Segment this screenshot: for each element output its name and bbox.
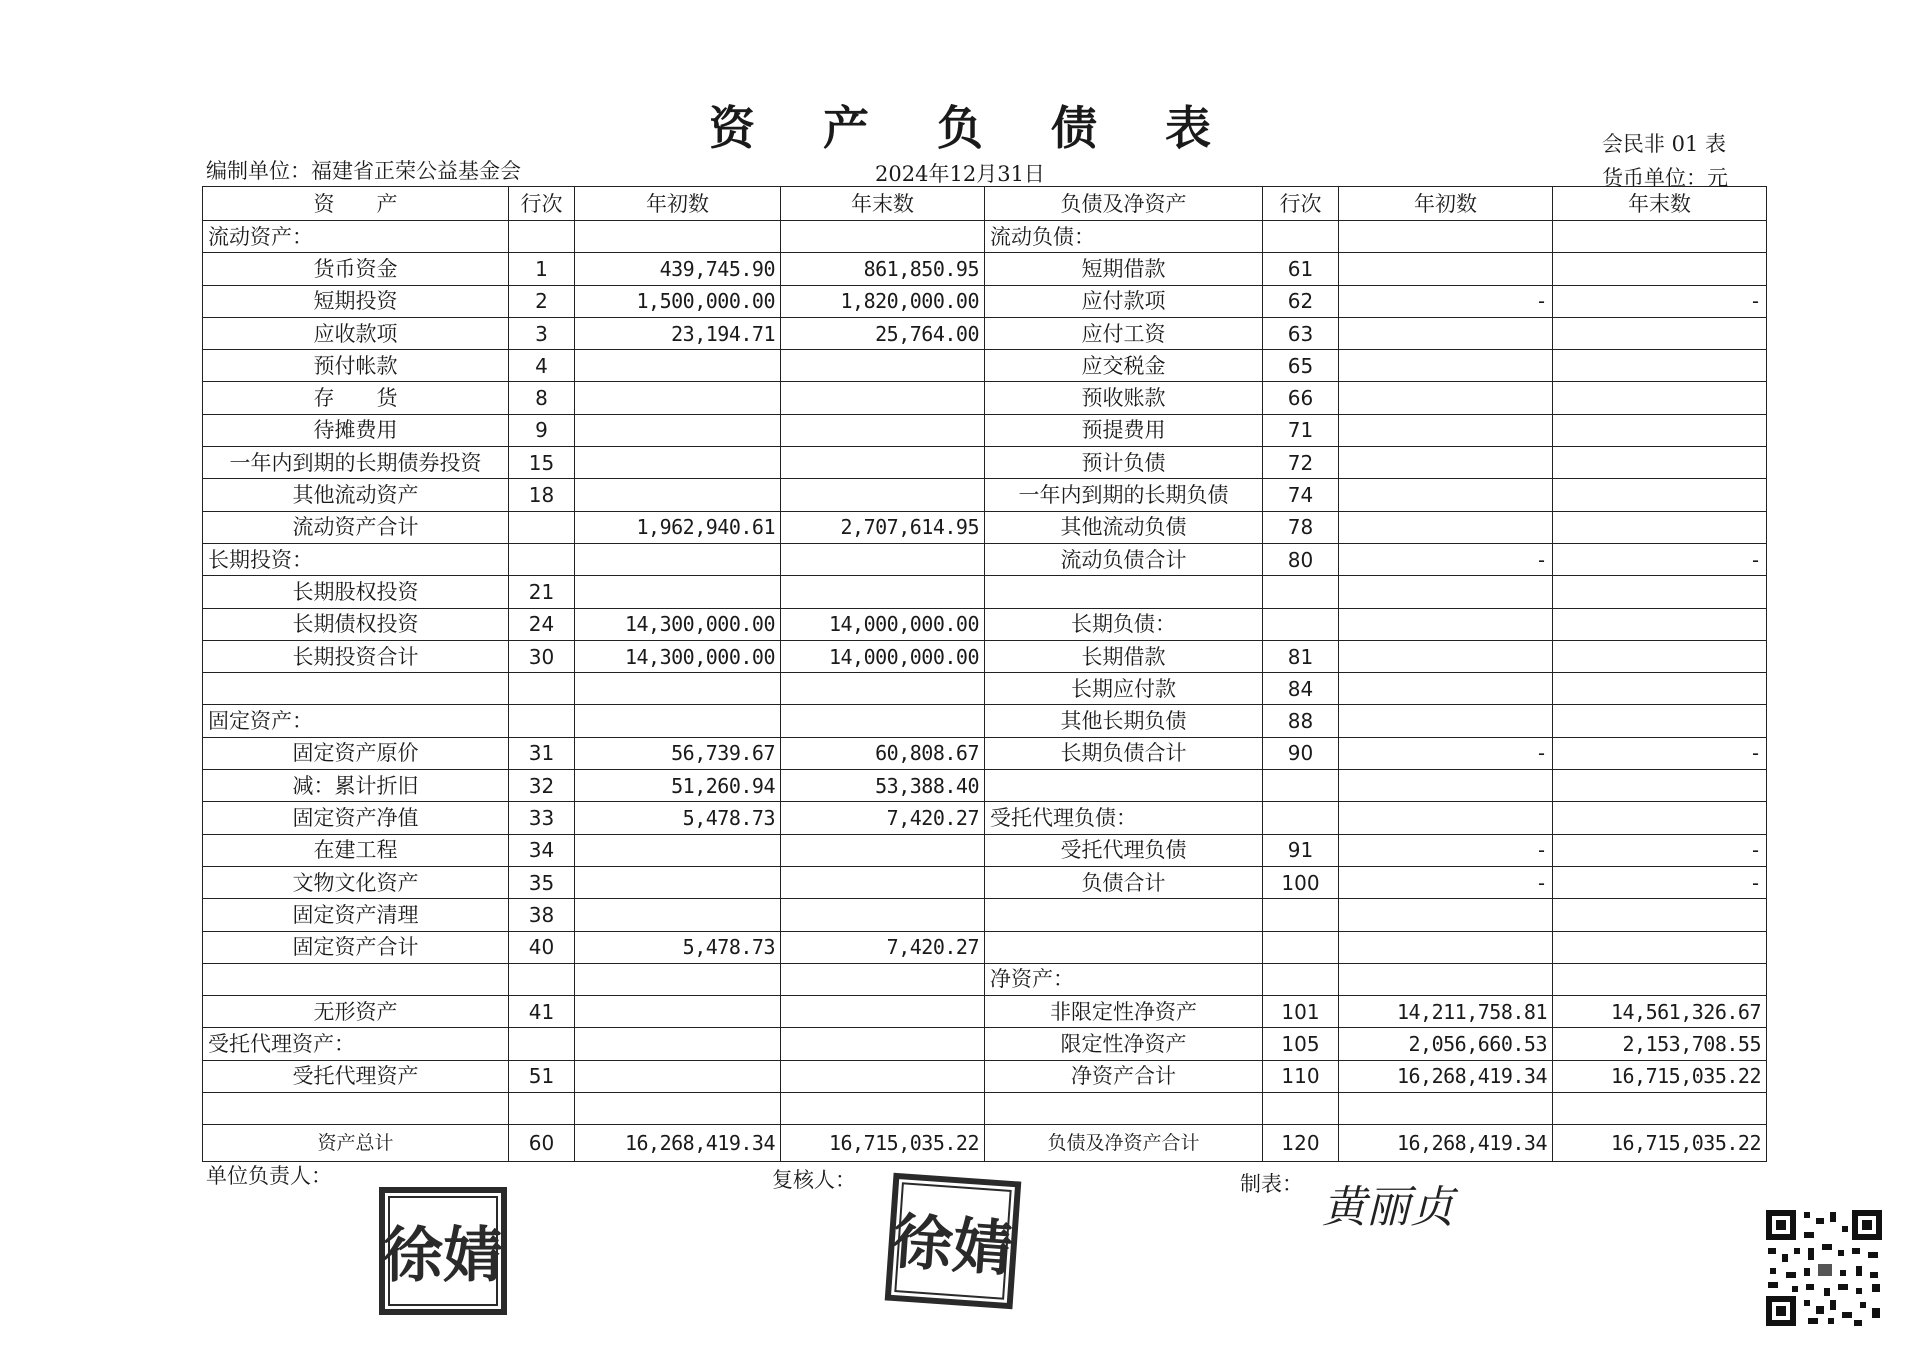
asset-line-cell: 30	[509, 640, 575, 672]
table-row	[203, 1028, 1767, 1060]
header-begin: 年初数	[575, 187, 781, 221]
title-char: 产	[823, 101, 869, 155]
handwritten-signature	[1318, 1170, 1478, 1240]
liability-line-cell	[1263, 802, 1339, 834]
asset-end-cell	[781, 866, 985, 898]
table-row	[203, 511, 1767, 543]
svg-text:徐婧: 徐婧	[383, 1221, 503, 1291]
asset-name-cell: 文物文化资产	[203, 866, 509, 898]
asset-line-cell: 15	[509, 447, 575, 479]
asset-line-cell: 33	[509, 802, 575, 834]
asset-line-cell: 51	[509, 1060, 575, 1092]
asset-end-cell	[781, 673, 985, 705]
liability-line-cell: 72	[1263, 447, 1339, 479]
asset-line-cell	[509, 543, 575, 575]
liability-begin-cell: -	[1339, 737, 1553, 769]
liability-begin-cell	[1339, 317, 1553, 349]
liability-line-cell	[1263, 576, 1339, 608]
liability-begin-cell: -	[1339, 285, 1553, 317]
table-row	[203, 543, 1767, 575]
table-row	[203, 317, 1767, 349]
asset-begin-cell: 1,500,000.00	[575, 285, 781, 317]
table-row	[203, 963, 1767, 995]
liability-name-cell: 长期应付款	[985, 673, 1263, 705]
liability-begin-cell	[1339, 705, 1553, 737]
title-char: 表	[1165, 101, 1211, 155]
liability-end-cell	[1553, 414, 1767, 446]
liability-line-cell	[1263, 963, 1339, 995]
form-code: 会民非 01 表	[1601, 132, 1726, 156]
table-row	[203, 640, 1767, 672]
asset-name-cell: 减：累计折旧	[203, 770, 509, 802]
asset-name-cell: 一年内到期的长期债券投资	[203, 447, 509, 479]
liability-end-cell: 2,153,708.55	[1553, 1028, 1767, 1060]
asset-begin-cell: 14,300,000.00	[575, 608, 781, 640]
asset-line-cell	[509, 963, 575, 995]
liability-end-cell: 16,715,035.22	[1553, 1125, 1767, 1162]
asset-begin-cell: 5,478.73	[575, 802, 781, 834]
seal-stamp-2	[884, 1172, 1023, 1311]
asset-begin-cell	[575, 996, 781, 1028]
currency-unit: 货币单位：元	[1602, 166, 1728, 190]
asset-name-cell: 无形资产	[203, 996, 509, 1028]
title-char: 债	[1051, 101, 1097, 155]
asset-end-cell	[781, 705, 985, 737]
liability-begin-cell: -	[1339, 834, 1553, 866]
liability-line-cell	[1263, 608, 1339, 640]
table-row	[203, 382, 1767, 414]
liability-end-cell	[1553, 253, 1767, 285]
table-row	[203, 1093, 1767, 1125]
liability-end-cell	[1553, 705, 1767, 737]
header-line-no-2: 行次	[1263, 187, 1339, 221]
signature-head-label: 单位负责人：	[206, 1164, 332, 1188]
liability-line-cell: 71	[1263, 414, 1339, 446]
liability-end-cell	[1553, 673, 1767, 705]
asset-name-cell	[203, 1093, 509, 1125]
liability-end-cell	[1553, 350, 1767, 382]
liability-begin-cell	[1339, 1093, 1553, 1125]
table-row	[203, 576, 1767, 608]
liability-begin-cell: 16,268,419.34	[1339, 1125, 1553, 1162]
liability-name-cell: 其他流动负债	[985, 511, 1263, 543]
asset-name-cell: 固定资产净值	[203, 802, 509, 834]
liability-name-cell: 负债合计	[985, 866, 1263, 898]
asset-end-cell: 25,764.00	[781, 317, 985, 349]
asset-begin-cell	[575, 673, 781, 705]
asset-line-cell: 40	[509, 931, 575, 963]
liability-name-cell	[985, 899, 1263, 931]
asset-name-cell: 受托代理资产	[203, 1060, 509, 1092]
liability-name-cell: 其他长期负债	[985, 705, 1263, 737]
liability-end-cell: -	[1553, 543, 1767, 575]
liability-line-cell: 80	[1263, 543, 1339, 575]
table-row	[203, 931, 1767, 963]
asset-name-cell: 固定资产合计	[203, 931, 509, 963]
asset-name-cell: 货币资金	[203, 253, 509, 285]
liability-end-cell: 16,715,035.22	[1553, 1060, 1767, 1092]
asset-begin-cell	[575, 414, 781, 446]
liability-name-cell: 流动负债合计	[985, 543, 1263, 575]
asset-begin-cell	[575, 1093, 781, 1125]
asset-name-cell: 存 货	[203, 382, 509, 414]
asset-line-cell	[509, 705, 575, 737]
signature-review-label: 复核人：	[772, 1168, 856, 1192]
header-begin-2: 年初数	[1339, 187, 1553, 221]
liability-end-cell: -	[1553, 834, 1767, 866]
asset-end-cell	[781, 576, 985, 608]
liability-begin-cell	[1339, 414, 1553, 446]
liability-begin-cell: -	[1339, 866, 1553, 898]
asset-name-cell: 流动资产合计	[203, 511, 509, 543]
liability-end-cell: 14,561,326.67	[1553, 996, 1767, 1028]
liability-line-cell	[1263, 770, 1339, 802]
asset-begin-cell	[575, 866, 781, 898]
asset-end-cell: 14,000,000.00	[781, 608, 985, 640]
liability-name-cell: 负债及净资产合计	[985, 1125, 1263, 1162]
table-row	[203, 447, 1767, 479]
asset-begin-cell	[575, 1060, 781, 1092]
header-line-no: 行次	[509, 187, 575, 221]
asset-line-cell: 8	[509, 382, 575, 414]
liability-begin-cell	[1339, 479, 1553, 511]
liability-begin-cell	[1339, 382, 1553, 414]
asset-name-cell: 其他流动资产	[203, 479, 509, 511]
liability-end-cell	[1553, 963, 1767, 995]
asset-end-cell: 53,388.40	[781, 770, 985, 802]
liability-end-cell: -	[1553, 285, 1767, 317]
svg-text:徐婧: 徐婧	[890, 1206, 1015, 1286]
liability-line-cell: 101	[1263, 996, 1339, 1028]
asset-begin-cell	[575, 543, 781, 575]
liability-end-cell	[1553, 770, 1767, 802]
liability-name-cell: 短期借款	[985, 253, 1263, 285]
liability-line-cell: 78	[1263, 511, 1339, 543]
asset-name-cell	[203, 673, 509, 705]
liability-end-cell	[1553, 931, 1767, 963]
asset-begin-cell	[575, 382, 781, 414]
liability-name-cell: 流动负债：	[985, 221, 1263, 253]
liability-end-cell: -	[1553, 737, 1767, 769]
asset-end-cell: 16,715,035.22	[781, 1125, 985, 1162]
asset-end-cell: 60,808.67	[781, 737, 985, 769]
asset-name-cell: 长期债权投资	[203, 608, 509, 640]
table-row	[203, 608, 1767, 640]
liability-end-cell: -	[1553, 866, 1767, 898]
asset-name-cell: 资产总计	[203, 1125, 509, 1162]
asset-begin-cell: 51,260.94	[575, 770, 781, 802]
qr-code-icon	[1764, 1208, 1884, 1328]
asset-end-cell: 861,850.95	[781, 253, 985, 285]
table-header-row	[203, 187, 1767, 221]
liability-begin-cell	[1339, 673, 1553, 705]
asset-line-cell: 34	[509, 834, 575, 866]
liability-line-cell	[1263, 1093, 1339, 1125]
asset-end-cell	[781, 350, 985, 382]
asset-end-cell	[781, 414, 985, 446]
liability-begin-cell	[1339, 253, 1553, 285]
seal-stamp-1	[378, 1186, 508, 1316]
liability-end-cell	[1553, 447, 1767, 479]
asset-line-cell	[509, 1028, 575, 1060]
liability-name-cell: 受托代理负债：	[985, 802, 1263, 834]
asset-begin-cell	[575, 705, 781, 737]
header-assets: 资 产	[203, 187, 509, 221]
table-row	[203, 221, 1767, 253]
liability-begin-cell: -	[1339, 543, 1553, 575]
asset-end-cell: 14,000,000.00	[781, 640, 985, 672]
asset-begin-cell	[575, 1028, 781, 1060]
asset-begin-cell	[575, 447, 781, 479]
liability-line-cell: 88	[1263, 705, 1339, 737]
liability-line-cell: 81	[1263, 640, 1339, 672]
table-row	[203, 705, 1767, 737]
asset-name-cell: 长期股权投资	[203, 576, 509, 608]
asset-end-cell	[781, 963, 985, 995]
asset-line-cell: 38	[509, 899, 575, 931]
asset-name-cell: 固定资产原价	[203, 737, 509, 769]
liability-end-cell	[1553, 608, 1767, 640]
liability-name-cell: 一年内到期的长期负债	[985, 479, 1263, 511]
liability-name-cell	[985, 1093, 1263, 1125]
liability-end-cell	[1553, 576, 1767, 608]
liability-line-cell: 63	[1263, 317, 1339, 349]
liability-begin-cell	[1339, 640, 1553, 672]
asset-line-cell	[509, 673, 575, 705]
asset-begin-cell: 56,739.67	[575, 737, 781, 769]
asset-end-cell	[781, 834, 985, 866]
liability-begin-cell: 16,268,419.34	[1339, 1060, 1553, 1092]
asset-begin-cell: 23,194.71	[575, 317, 781, 349]
liability-begin-cell	[1339, 770, 1553, 802]
liability-line-cell: 91	[1263, 834, 1339, 866]
asset-line-cell: 24	[509, 608, 575, 640]
asset-end-cell	[781, 543, 985, 575]
liability-end-cell	[1553, 317, 1767, 349]
asset-line-cell: 2	[509, 285, 575, 317]
table-row	[203, 1060, 1767, 1092]
asset-name-cell: 短期投资	[203, 285, 509, 317]
title-char: 资	[709, 101, 755, 155]
title-char: 负	[937, 101, 983, 155]
svg-text:黄丽贞: 黄丽贞	[1322, 1182, 1454, 1233]
liability-line-cell: 66	[1263, 382, 1339, 414]
asset-name-cell: 长期投资合计	[203, 640, 509, 672]
table-row	[203, 285, 1767, 317]
liability-line-cell: 100	[1263, 866, 1339, 898]
liability-name-cell: 净资产：	[985, 963, 1263, 995]
asset-line-cell	[509, 221, 575, 253]
liability-begin-cell	[1339, 511, 1553, 543]
table-row	[203, 350, 1767, 382]
liability-line-cell: 105	[1263, 1028, 1339, 1060]
asset-line-cell: 4	[509, 350, 575, 382]
asset-begin-cell: 439,745.90	[575, 253, 781, 285]
asset-line-cell: 21	[509, 576, 575, 608]
asset-begin-cell	[575, 221, 781, 253]
asset-begin-cell: 5,478.73	[575, 931, 781, 963]
asset-line-cell: 32	[509, 770, 575, 802]
liability-line-cell: 62	[1263, 285, 1339, 317]
liability-begin-cell	[1339, 350, 1553, 382]
asset-begin-cell	[575, 576, 781, 608]
asset-begin-cell	[575, 350, 781, 382]
liability-name-cell: 应付工资	[985, 317, 1263, 349]
liability-name-cell: 长期负债合计	[985, 737, 1263, 769]
table-row	[203, 253, 1767, 285]
asset-name-cell	[203, 963, 509, 995]
table-row	[203, 866, 1767, 898]
table-row	[203, 802, 1767, 834]
liability-line-cell: 61	[1263, 253, 1339, 285]
liability-line-cell: 65	[1263, 350, 1339, 382]
table-row	[203, 414, 1767, 446]
asset-line-cell: 9	[509, 414, 575, 446]
liability-begin-cell	[1339, 963, 1553, 995]
asset-line-cell: 1	[509, 253, 575, 285]
asset-name-cell: 流动资产：	[203, 221, 509, 253]
liability-begin-cell: 14,211,758.81	[1339, 996, 1553, 1028]
asset-end-cell: 7,420.27	[781, 931, 985, 963]
liability-name-cell	[985, 770, 1263, 802]
asset-end-cell	[781, 996, 985, 1028]
liability-name-cell: 限定性净资产	[985, 1028, 1263, 1060]
liability-end-cell	[1553, 221, 1767, 253]
asset-name-cell: 受托代理资产：	[203, 1028, 509, 1060]
asset-end-cell: 2,707,614.95	[781, 511, 985, 543]
asset-name-cell: 在建工程	[203, 834, 509, 866]
asset-name-cell: 固定资产：	[203, 705, 509, 737]
liability-line-cell	[1263, 931, 1339, 963]
liability-begin-cell	[1339, 802, 1553, 834]
asset-begin-cell	[575, 963, 781, 995]
asset-begin-cell: 16,268,419.34	[575, 1125, 781, 1162]
liability-end-cell	[1553, 382, 1767, 414]
asset-begin-cell: 14,300,000.00	[575, 640, 781, 672]
table-row	[203, 899, 1767, 931]
liability-begin-cell	[1339, 931, 1553, 963]
asset-begin-cell	[575, 479, 781, 511]
table-row	[203, 1125, 1767, 1162]
liability-begin-cell	[1339, 576, 1553, 608]
liability-name-cell: 非限定性净资产	[985, 996, 1263, 1028]
asset-end-cell	[781, 1028, 985, 1060]
reporting-unit: 编制单位：福建省正荣公益基金会	[206, 159, 521, 183]
asset-name-cell: 预付帐款	[203, 350, 509, 382]
liability-end-cell	[1553, 1093, 1767, 1125]
asset-line-cell: 3	[509, 317, 575, 349]
liability-name-cell: 长期负债：	[985, 608, 1263, 640]
liability-name-cell: 预提费用	[985, 414, 1263, 446]
liability-name-cell	[985, 576, 1263, 608]
liability-begin-cell	[1339, 221, 1553, 253]
liability-end-cell	[1553, 640, 1767, 672]
liability-name-cell: 长期借款	[985, 640, 1263, 672]
liability-name-cell: 应交税金	[985, 350, 1263, 382]
asset-line-cell: 41	[509, 996, 575, 1028]
asset-name-cell: 待摊费用	[203, 414, 509, 446]
table-row	[203, 673, 1767, 705]
asset-begin-cell	[575, 899, 781, 931]
asset-end-cell	[781, 479, 985, 511]
liability-name-cell: 预计负债	[985, 447, 1263, 479]
liability-begin-cell	[1339, 608, 1553, 640]
asset-name-cell: 固定资产清理	[203, 899, 509, 931]
asset-end-cell	[781, 1060, 985, 1092]
asset-line-cell: 60	[509, 1125, 575, 1162]
liability-end-cell	[1553, 511, 1767, 543]
asset-end-cell	[781, 447, 985, 479]
liability-line-cell: 110	[1263, 1060, 1339, 1092]
asset-line-cell	[509, 1093, 575, 1125]
asset-name-cell: 应收款项	[203, 317, 509, 349]
asset-line-cell: 35	[509, 866, 575, 898]
liability-line-cell: 120	[1263, 1125, 1339, 1162]
asset-end-cell: 1,820,000.00	[781, 285, 985, 317]
liability-name-cell: 受托代理负债	[985, 834, 1263, 866]
liability-end-cell	[1553, 802, 1767, 834]
liability-begin-cell	[1339, 899, 1553, 931]
table-row	[203, 479, 1767, 511]
table-row	[203, 737, 1767, 769]
liability-line-cell	[1263, 899, 1339, 931]
header-end-2: 年末数	[1553, 187, 1767, 221]
asset-begin-cell	[575, 834, 781, 866]
asset-line-cell: 18	[509, 479, 575, 511]
asset-line-cell	[509, 511, 575, 543]
asset-end-cell	[781, 1093, 985, 1125]
liability-line-cell: 74	[1263, 479, 1339, 511]
asset-name-cell: 长期投资：	[203, 543, 509, 575]
balance-sheet-table	[202, 186, 1767, 1162]
liability-name-cell: 应付款项	[985, 285, 1263, 317]
liability-name-cell: 净资产合计	[985, 1060, 1263, 1092]
signature-maker-label: 制表：	[1240, 1172, 1303, 1196]
report-date: 2024年12月31日	[875, 162, 1045, 186]
header-end: 年末数	[781, 187, 985, 221]
asset-end-cell	[781, 899, 985, 931]
liability-name-cell: 预收账款	[985, 382, 1263, 414]
asset-end-cell	[781, 221, 985, 253]
liability-end-cell	[1553, 899, 1767, 931]
asset-begin-cell: 1,962,940.61	[575, 511, 781, 543]
table-row	[203, 996, 1767, 1028]
liability-name-cell	[985, 931, 1263, 963]
table-row	[203, 770, 1767, 802]
table-row	[203, 834, 1767, 866]
asset-end-cell	[781, 382, 985, 414]
header-liabilities: 负债及净资产	[985, 187, 1263, 221]
asset-line-cell: 31	[509, 737, 575, 769]
liability-line-cell: 90	[1263, 737, 1339, 769]
liability-line-cell: 84	[1263, 673, 1339, 705]
liability-end-cell	[1553, 479, 1767, 511]
liability-begin-cell: 2,056,660.53	[1339, 1028, 1553, 1060]
liability-line-cell	[1263, 221, 1339, 253]
liability-begin-cell	[1339, 447, 1553, 479]
asset-end-cell: 7,420.27	[781, 802, 985, 834]
